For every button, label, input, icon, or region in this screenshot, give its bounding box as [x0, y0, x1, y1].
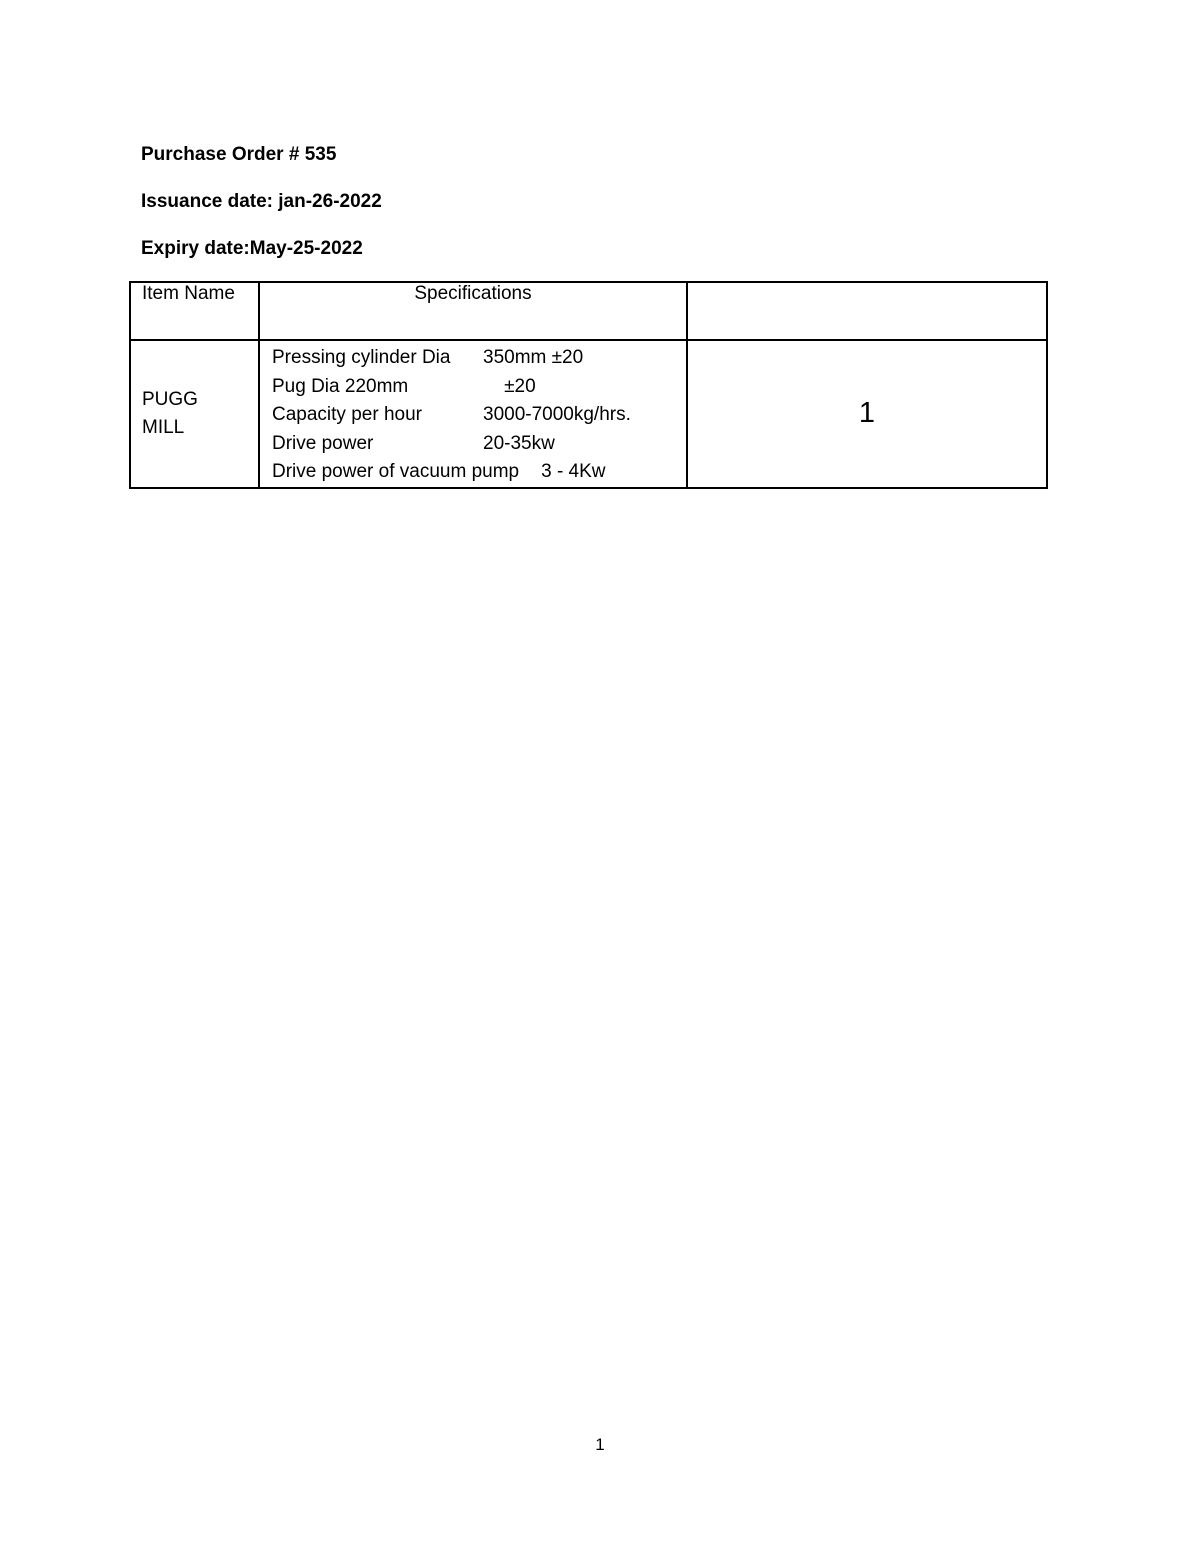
expiry-date: Expiry date:May-25-2022	[141, 238, 363, 259]
spec-line	[272, 430, 686, 459]
spec-line	[272, 458, 686, 487]
specifications-header: Specifications	[259, 282, 687, 340]
spec-label: Drive power	[272, 432, 374, 454]
spec-value: 20-35kw	[483, 432, 555, 454]
table-header-row	[130, 282, 1047, 340]
spec-label: Capacity per hour	[272, 404, 422, 425]
item-name-header: Item Name	[130, 282, 259, 340]
order-items-table	[129, 281, 1048, 489]
spec-value: 3000-7000kg/hrs.	[483, 404, 631, 425]
spec-line	[272, 373, 686, 402]
item-name-cell	[130, 340, 259, 488]
page-number: 1	[595, 1435, 605, 1454]
spec-line	[272, 401, 686, 430]
spec-label: Pug Dia 220mm	[272, 375, 409, 397]
item-name-line: MILL	[142, 416, 185, 438]
quantity-cell: 1	[687, 340, 1047, 488]
table-row	[130, 340, 1047, 488]
issuance-date: Issuance date: jan-26-2022	[141, 191, 382, 212]
spec-label: Drive power of vacuum pump	[272, 461, 520, 482]
specifications-cell	[259, 340, 687, 488]
spec-value: 3 - 4Kw	[541, 461, 606, 482]
spec-value: 350mm ±20	[483, 347, 584, 368]
item-name-line: PUGG	[142, 388, 198, 410]
spec-line	[272, 344, 686, 373]
spec-value: ±20	[483, 375, 536, 397]
spec-label: Pressing cylinder Dia	[272, 347, 451, 368]
purchase-order-number: Purchase Order # 535	[141, 144, 337, 165]
quantity-header	[687, 282, 1047, 340]
